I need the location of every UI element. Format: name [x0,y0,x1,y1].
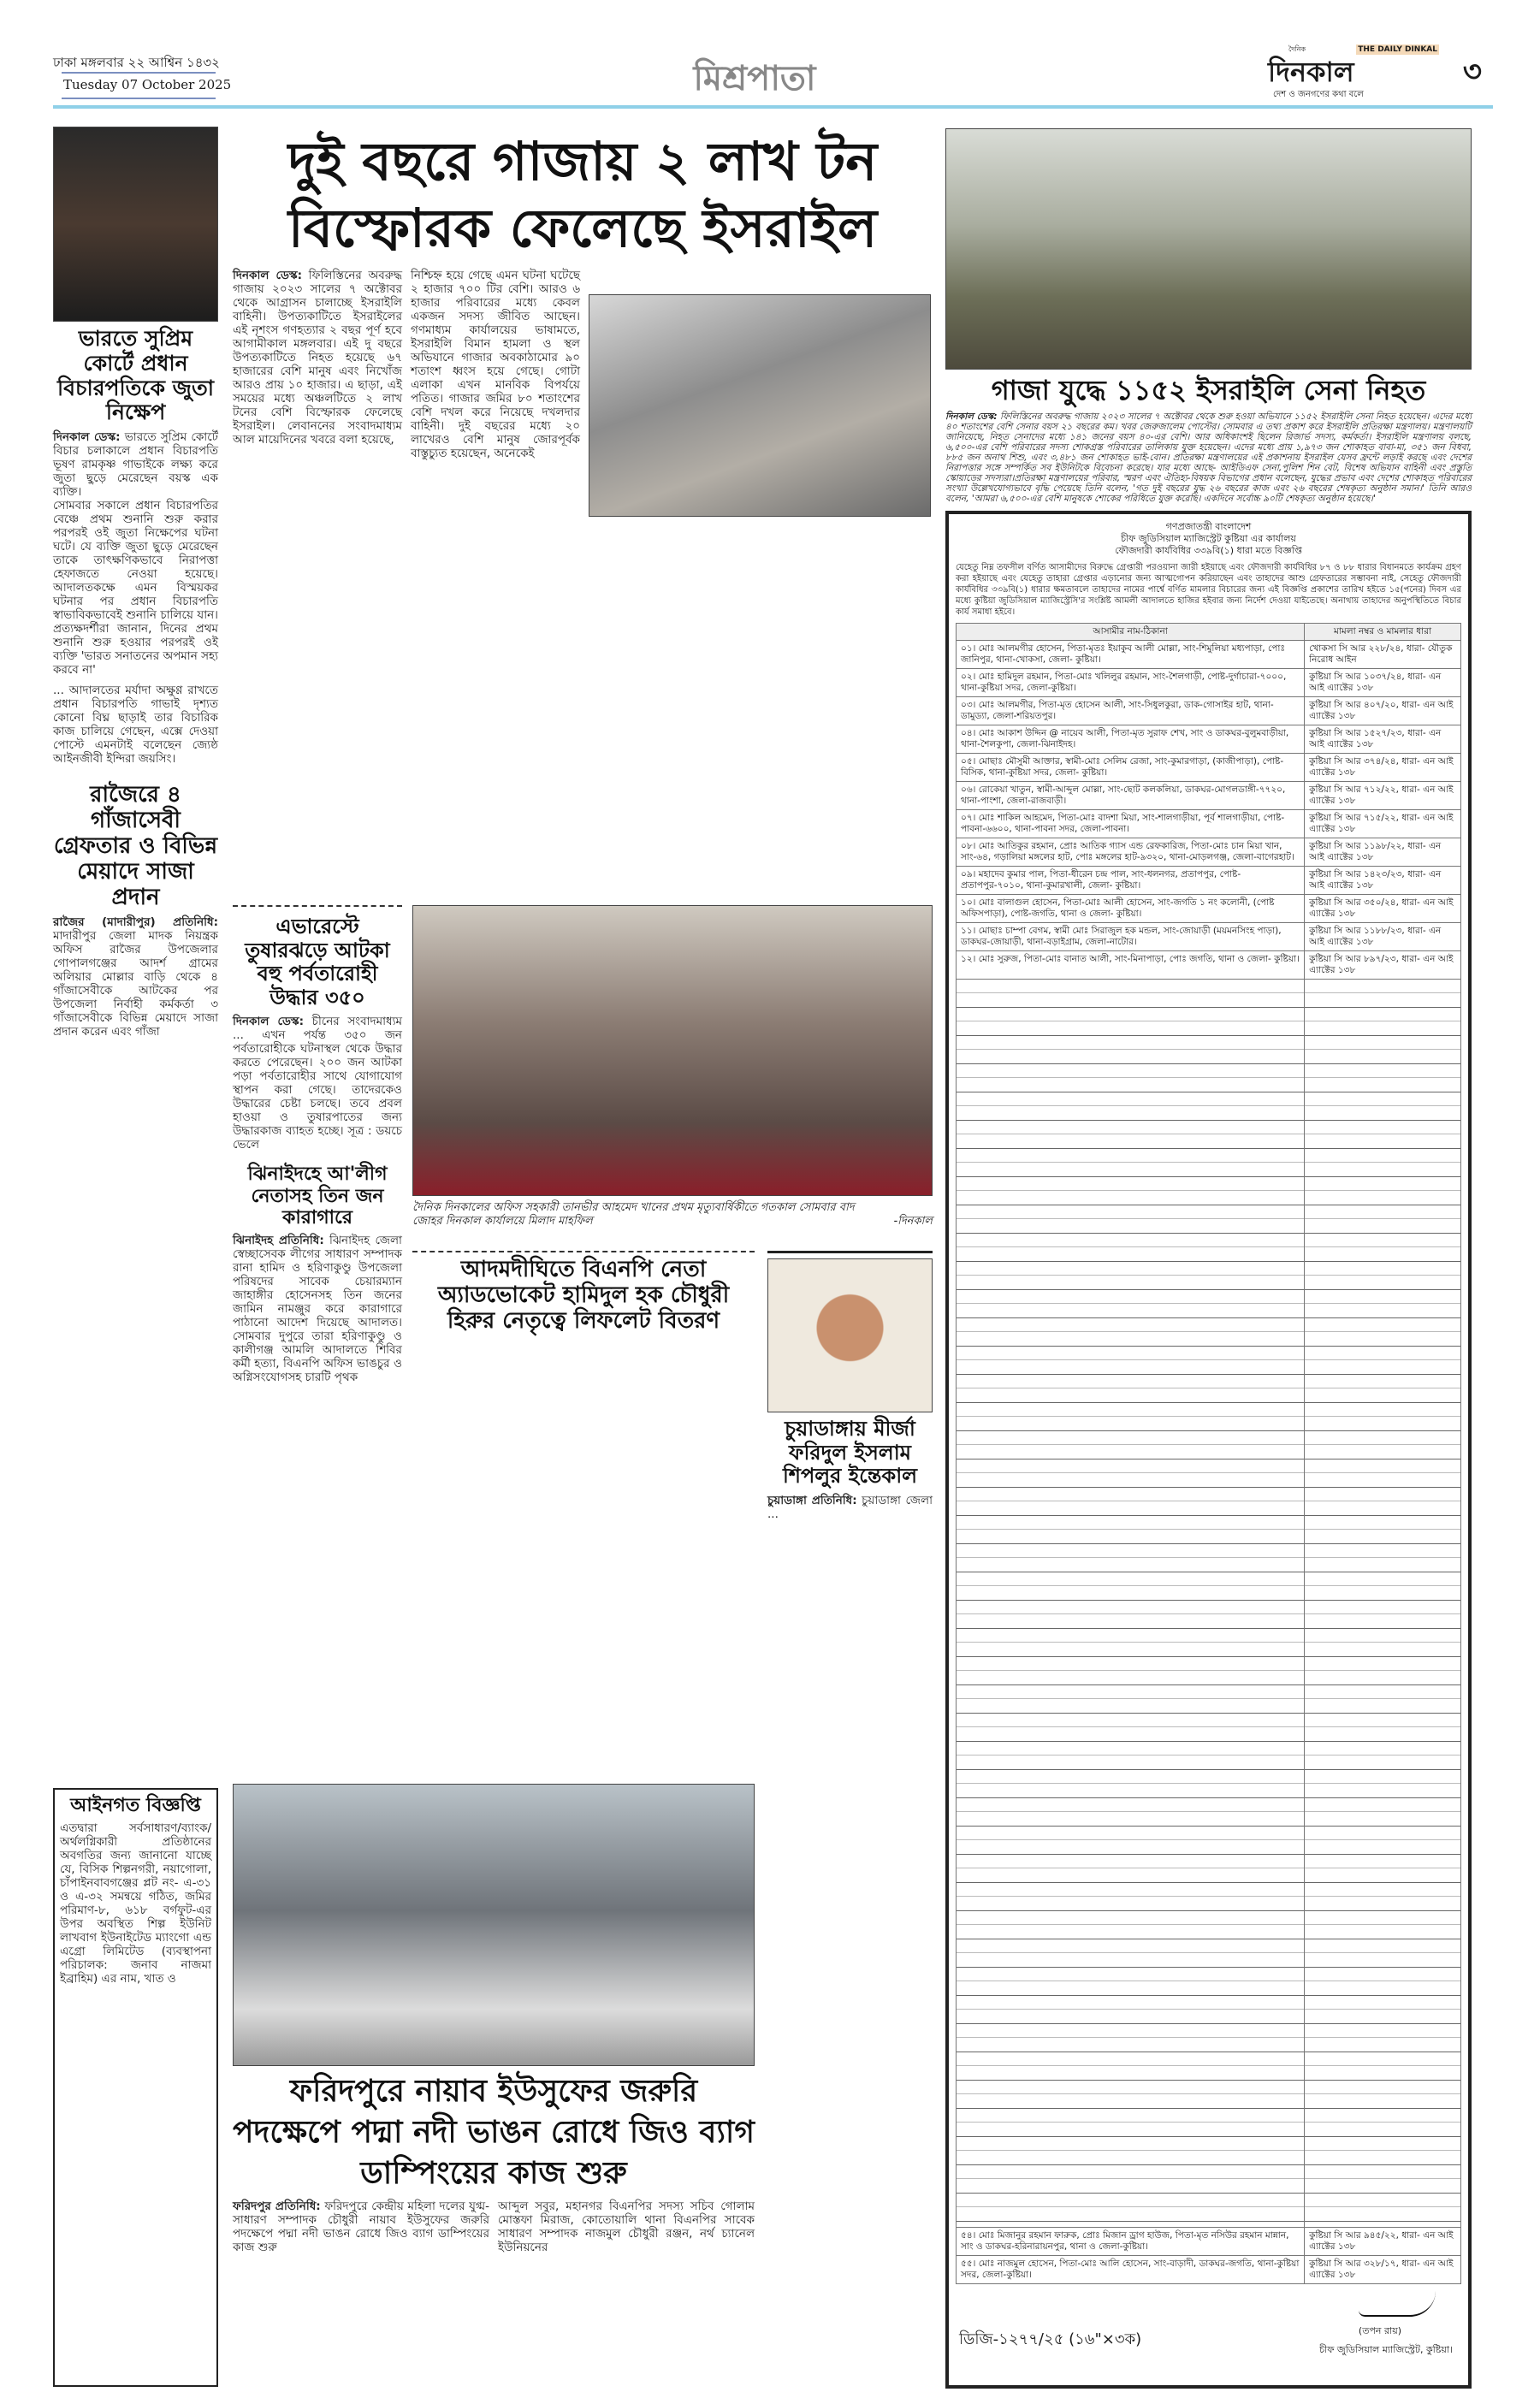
logo: দৈনিক THE DAILY DINKAL দিনকাল ৩ দেশ ও জনগণের কথা বলে [1268,44,1490,103]
milad-photo-block [412,905,933,1229]
india-article: দিনকাল ডেস্ক: ভারতে সুপ্রিম কোর্টে বিচার চলাকালে প্রধান বিচারপতি ভূষণ রামকৃষ্ণ গাভাইকে লক্ষ্য করে জুতা ছুড়ে মেরেছেন বয়স্ক এক ব্যক্তি। সোমবার সকালে প্রধান বিচারপতির বেঞ্চে প্রথম শুনানি শুরু করার পরপরই ওই জুতা নিক্ষেপের ঘটনা ঘটে। যে ব্যক্তি জুতা ছুড়ে মেরেছেন তাকে তাৎক্ষণিকভাবে নিরাপত্তা হেফাজতে নেওয়া হয়েছে। আদালতকক্ষে এমন বিস্ময়কর ঘটনার পর প্রধান বিচারপতি স্বাভাবিকভাবেই শুনানি চালিয়ে যান। প্রত্যক্ষদর্শীরা জানান, দিনের প্রথম শুনানি শুরু হওয়ার পরপরই ওই ব্যক্তি 'ভারত সনাতনের অপমান সহ্য করবে না' ... আদালতের মর্যাদা অক্ষুণ্ণ রাখতে প্রধান বিচারপতি গাভাই দৃশ্যত কোনো বিঘ্ন ছাড়াই তার বিচারিক কাজ চালিয়ে গেছেন, এক্সে দেওয়া পোস্টে এমনটাই বলেছেন জ্যেষ্ঠ আইনজীবী ইন্দিরা জয়সিং। [53,430,218,766]
left-column [53,127,218,2387]
accused-cell: ০১। মোঃ আলমগীর হোসেন, পিতা-মৃতঃ ইয়াকুব আলী মোল্লা, সাং-শিমুলিয়া মধ্যপাড়া, পোঃ জানিপুর, থানা-খোকসা, জেলা- কুষ্টিয়া। [957,640,1305,668]
case-number-cell: কুষ্টিয়া সি আর ৩৫০/২৪, ধারা- এন আই এ্যাক্টের ১৩৮ [1305,894,1461,922]
english-date: Tuesday 07 October 2025 [63,77,232,92]
faridpur-block [233,1784,755,2254]
jhenaidah-article: ঝিনাইদহ প্রতিনিধি: ঝিনাইদহ জেলা স্বেচ্ছাসেবক লীগের সাধারণ সম্পাদক রানা হামিদ ও হরিণাকুণ্ডু উপজেলা পরিষদের সাবেক চেয়ারম্যান জাহাঙ্গীর হোসেনসহ তিন জনের জামিন নামঞ্জুর করে কারাগারে পাঠানো আদেশ দিয়েছে আদালত। সোমবার দুপুরে তারা হরিণাকুণ্ডু ও কালীগঞ্জ আমলি আদালতে শিবির কর্মী হত্যা, বিএনপি অফিস ভাঙচুর ও অগ্নিসংযোগসহ চারটি পৃথক [233,1234,402,1385]
ad-code: ডিজি-১২৭৭/২৫ (১৬"×৩ক) [959,2330,1142,2348]
header-rule [53,105,1493,109]
case-number-cell: কুষ্টিয়া সি আর ১৪২৩/২৩, ধারা- এন আই এ্যাক্টের ১৩৮ [1305,866,1461,894]
main-article-col1: দিনকাল ডেস্ক: ফিলিস্তিনের অবরুদ্ধ গাজায় ২০২৩ সালের ৭ অক্টোবর থেকে আগ্রাসন চালাচ্ছে ইসরাইলি বাহিনী। উপত্যকাটিতে ইসরাইলের এই নৃশংস গণহত্যার ২ বছর পূর্ণ হবে আগামীকাল মঙ্গলবার। এই দু বছরে উপত্যকাটিতে নিহত হয়েছে ৬৭ হাজারের বেশি মানুষ এবং নিখোঁজ আরও প্রায় ১০ হাজার। এ ছাড়া, এই সময়ের মধ্যে অঞ্চলটিতে ২ লাখ টনের বেশি বিস্ফোরক ফেলেছে ইসরাইল। লেবাননের সংবাদমাধ্যম আল মায়েদিনের খবরে বলা হয়েছে, [233,269,402,447]
table-row [957,753,1461,781]
chuadanga-headline: চুয়াডাঙ্গায় মীর্জা ফরিদুল ইসলাম শিপলুর ইন্তেকাল [782,1417,918,1489]
milad-mahfil-photo [412,905,933,1196]
faridpur-article-col1: ফরিদপুর প্রতিনিধি: ফরিদপুরে কেন্দ্রীয় মহিলা দলের যুগ্ম-সাধারণ সম্পাদক চৌধুরী নায়াব ইউসুফের জরুরি পদক্ষেপে পদ্মা নদী ভাঙন রোধে জিও ব্যাগ ডাম্পিংয়ের কাজ শুরু [233,2200,489,2254]
accused-table-continued [956,980,1461,2227]
court-notice: গণপ্রজাতন্ত্রী বাংলাদেশ চীফ জুডিসিয়াল ম্যাজিস্ট্রেট কুষ্টিয়া এর কার্যালয় ফৌজদারী কার্যবিধির ৩৩৯বি(১) ধারা মতে বিজ্ঞপ্তি যেহেতু নিম্ন তফসীল বর্ণিত আসামীদের বিরুদ্ধে গ্রেপ্তারী পরওয়ানা জারী হইয়াছে এবং ফৌজদারী কার্যবিধির ৮৭ ও ৮৮ ধারার বিধানমতে কার্যক্রম গ্রহণ করা হইয়াছে এবং যেহেতু তাহারা গ্রেপ্তার এড়ানোর জন্য আত্মগোপন করিয়াছেন এবং তাহাদের আশু গ্রেফতারের সম্ভাবনা নাই, সেহেতু ফৌজদারী কার্যবিধির ৩৩৯বি(১) ধারার ক্ষমতাবলে তাহাদের নামের পার্শ্বে বর্ণিত মামলার বিচারের জন্য এই বিজ্ঞপ্তি প্রকাশের তারিখ হইতে ১৫(পনের) দিবস এর মধ্যে কুষ্টিয়া জুডিসিয়াল ম্যাজিস্ট্রেসি'র সংশ্লিষ্ট আমলী আদালতে হাজির হইবার জন্য নির্দেশ দেওয়া যাইতেছে। অনাথায় তাহাদের অনুপস্থিতিতে বিচার কার্য সমাধা হইবে। আসামীর নাম-ঠিকানা মামলা নম্বর ও মামলার ধারা ০১। মোঃ আলমগীর হোসেন, পিতা-মৃতঃ ইয়াকুব আলী মোল্লা, সাং-শিমুলিয়া মধ্যপাড়া, পোঃ জানিপুর, থানা-খোকসা, জেলা- কুষ্টিয়া। খোকসা সি আর ২২৮/২৪, ধারা- যৌতুক নিরোধ আইন ০২। মোঃ হামিদুল রহমান, পিতা-মোঃ খলিলুর রহমান, সাং-শৈলগাড়ী, পোষ্ট-দুর্গাচারা-৭০০০, থানা-কুষ্টিয়া সদর, জেলা-কুষ্টিয়া। কুষ্টিয়া সি আর ১০৩৭/২৪, ধারা- এন আই এ্যাক্টের ১৩৮ ০৩। মোঃ আলমগীর, পিতা-মৃত হোসেন আলী, সাং-সিধুলকুরা, ডাক-গোসাইর হাট, থানা-ডামুড্যা, জেলা-শরিয়তপুর। কুষ্টিয়া সি আর ৪০৭/২০, ধারা- এন আই এ্যাক্টের ১৩৮ ০৪। মোঃ আকাশ উদ্দিন @ নায়েব আলী, পিতা-মৃত সুরাফ শেখ, সাং ও ডাকঘর-বুলুমবাড়ীয়া, থানা-শৈলকুপা, জেলা-ঝিনাইদহ। কুষ্টিয়া সি আর ১৫২৭/২৩, ধারা- এন আই এ্যাক্টের ১৩৮ ০৫। মোছাঃ মৌসুমী আক্তার, স্বামী-মোঃ সেলিম রেজা, সাং-কুমারগাড়া, (কাজীপাড়া), পোষ্ট-বিসিক, থানা-কুষ্টিয়া সদর, জেলা- কুষ্টিয়া। কুষ্টিয়া সি আর ৩৭৪/২৪, ধারা- এন আই এ্যাক্টের ১৩৮ ০৬। রোকেয়া খাতুন, স্বামী-আব্দুল মোল্লা, সাং-ছোট কলকলিয়া, ডাকঘর-মোগলডাঙ্গী-৭৭২০, থানা-পাংশা, জেলা-রাজবাড়ী। কুষ্টিয়া সি আর ৭১২/২২, ধারা- এন আই এ্যাক্টের ১৩৮ ০৭। মোঃ শাকিল আহমেদ, পিতা-মোঃ বাদশা মিয়া, সাং-শালগাড়ীয়া, পূর্ব শালগাড়ীয়া, পোষ্ট-পাবনা-৬৬০০, থানা-পাবনা সদর, জেলা-পাবনা। কুষ্টিয়া সি আর ৭১৫/২২, ধারা- এন আই এ্যাক্টের ১৩৮ ০৮। মোঃ আতিকুর রহমান, প্রোঃ আতিক গ্যাস এন্ড রেফকারিজ, পিতা-মোঃ চান মিয়া খান, সাং-৬৪, গড়ালিয়া মঙ্গলের হাট, পোঃ মঙ্গলের হাট-৯৩২০, থানা-মোড়লগঞ্জ, জেলা-বাগেরহাট। কুষ্টিয়া সি আর ১১৯৮/২২, ধারা- এন আই এ্যাক্টের ১৩৮ ০৯। মহাদেব কুমার পাল, পিতা-ধীরেন চন্দ্র পাল, সাং-ধলনগর, প্রতাপপুর, পোষ্ট-প্রতাপপুর-৭০১০, থানা-কুমারখালী, জেলা- কুষ্টিয়া। কুষ্টিয়া সি আর ১৪২৩/২৩, ধারা- এন আই এ্যাক্টের ১৩৮ ১০। মোঃ বালাগুল হোসেন, পিতা-মোঃ আলী হোসেন, সাং-জগতি ১ নং কলোনী, (পোষ্ট অফিসপাড়া), পোষ্ট-জগতি, থানা ও জেলা- কুষ্টিয়া। কুষ্টিয়া সি আর ৩৫০/২৪, ধারা- এন আই এ্যাক্টের ১৩৮ ১১। মোছাঃ চাম্পা বেগম, স্বামী মোঃ সিরাজুল হক মন্ডল, সাং-জোয়াড়ী (ময়মনসিংহ পাড়া), ডাকঘর-জোয়াড়ী, থানা-বড়াইগ্রাম, জেলা-নাটোর। কুষ্টিয়া সি আর ১১৮৮/২৩, ধারা- এন আই এ্যাক্টের ১৩৮ ১২। মোঃ সুরুজ, পিতা-মোঃ বানাত আলী, সাং-মিনাপাড়া, পোঃ জগতি, থানা ও জেলা- কুষ্টিয়া। কুষ্টিয়া সি আর ৮৯৭/২৩, ধারা- এন আই এ্যাক্টের ১৩৮ ৫৪। মোঃ মিজানুর রহমান ফারুক, প্রোঃ মিজান ড্রাগ হাউজ, পিতা-মৃত নসিউর রহমান মান্নান, সাং ও ডাকঘর-হরিনারায়নপুর, থানা ও জেলা-কুষ্টিয়া। কুষ্টিয়া সি আর ৯৪৫/২২, ধারা- এন আই এ্যাক্টের ১৩৮ ৫৫। মোঃ নাজমুল হোসেন, পিতা-মোঃ আলি হোসেন, সাং-বাড়াদী, ডাকঘর-জগতি, থানা-কুষ্টিয়া সদর, জেলা-কুষ্টিয়া। কুষ্টিয়া সি আর ৩২৮/১৭, ধারা- এন আই এ্যাক্টের ১৩৮ ডিজি-১২৭৭/২৫ (১৬"×৩ক) (তপন রায়) চীফ জুডিসিয়াল ম্যাজিস্ট্রেট, কুষ্টিয়া। [945,511,1472,2389]
table-row [957,950,1461,979]
accused-cell: ০২। মোঃ হামিদুল রহমান, পিতা-মোঃ খলিলুর রহমান, সাং-শৈলগাড়ী, পোষ্ট-দুর্গাচারা-৭০০০, থানা-কুষ্টিয়া সদর, জেলা-কুষ্টিয়া। [957,668,1305,696]
chuadanga-article: চুয়াডাঙ্গা প্রতিনিধি: চুয়াডাঙ্গা জেলা ... [767,1493,933,1521]
accused-cell: ০৪। মোঃ আকাশ উদ্দিন @ নায়েব আলী, পিতা-মৃত সুরাফ শেখ, সাং ও ডাকঘর-বুলুমবাড়ীয়া, থানা-শৈলকুপা, জেলা-ঝিনাইদহ। [957,725,1305,753]
accused-cell: ০৫। মোছাঃ মৌসুমী আক্তার, স্বামী-মোঃ সেলিম রেজা, সাং-কুমারগাড়া, (কাজীপাড়া), পোষ্ট-বিসিক, থানা-কুষ্টিয়া সদর, জেলা- কুষ্টিয়া। [957,753,1305,781]
case-number-cell: কুষ্টিয়া সি আর ১৫২৭/২৩, ধারা- এন আই এ্যাক্টের ১৩৮ [1305,725,1461,753]
accused-cell: ১১। মোছাঃ চাম্পা বেগম, স্বামী মোঃ সিরাজুল হক মন্ডল, সাং-জোয়াড়ী (ময়মনসিংহ পাড়া), ডাকঘর-জোয়াড়ী, থানা-বড়াইগ্রাম, জেলা-নাটোর। [957,922,1305,950]
adamdighi-headline: আদমদীঘিতে বিএনপি নেতা অ্যাডভোকেট হামিদুল হক চৌধুরী হিরুর নেতৃত্বে লিফলেট বিতরণ [437,1257,730,1334]
everest-jhenaidah-column [233,905,402,1384]
case-number-cell: কুষ্টিয়া সি আর ৩৭৪/২৪, ধারা- এন আই এ্যাক্টের ১৩৮ [1305,753,1461,781]
case-number-cell: কুষ্টিয়া সি আর ৮৯৭/২৩, ধারা- এন আই এ্যাক্টের ১৩৮ [1305,950,1461,979]
accused-cell: ০৩। মোঃ আলমগীর, পিতা-মৃত হোসেন আলী, সাং-সিধুলকুরা, ডাক-গোসাইর হাট, থানা-ডামুড্যা, জেলা-শরিয়তপুর। [957,696,1305,725]
rajoir-article: রাজৈর (মাদারীপুর) প্রতিনিধি: মাদারীপুর জেলা মাদক নিয়ন্ত্রক অফিস রাজৈর উপজেলার গোপালগঞ্জের আদর্শ গ্রামের অলিয়ার মোল্লার বাড়ি থেকে ৪ গাঁজাসেবীকে আটকের পর উপজেলা নির্বাহী কর্মকর্তা ৩ গাঁজাসেবীকে বিভিন্ন মেয়াদে সাজা প্রদান করেন এবং গাঁজা [53,915,218,1039]
case-number-cell: খোকসা সি আর ২২৮/২৪, ধারা- যৌতুক নিরোধ আইন [1305,640,1461,668]
jhenaidah-headline: ঝিনাইদহে আ'লীগ নেতাসহ তিন জন কারাগারে [247,1163,388,1229]
table-row [957,668,1461,696]
section-title: মিশ্রপাতা [693,59,816,98]
table-row [957,866,1461,894]
table-row [957,2228,1461,2256]
case-number-cell: কুষ্টিয়া সি আর ৯৪৫/২২, ধারা- এন আই এ্যাক্টের ১৩৮ [1305,2228,1461,2256]
case-number-cell: কুষ্টিয়া সি আর ৪০৭/২০, ধারা- এন আই এ্যাক্টের ১৩৮ [1305,696,1461,725]
judge-photo [53,127,218,322]
accused-table: আসামীর নাম-ঠিকানা মামলা নম্বর ও মামলার ধারা ০১। মোঃ আলমগীর হোসেন, পিতা-মৃতঃ ইয়াকুব আলী মোল্লা, সাং-শিমুলিয়া মধ্যপাড়া, পোঃ জানিপুর, থানা-খোকসা, জেলা- কুষ্টিয়া। খোকসা সি আর ২২৮/২৪, ধারা- যৌতুক নিরোধ আইন ০২। মোঃ হামিদুল রহমান, পিতা-মোঃ খলিলুর রহমান, সাং-শৈলগাড়ী, পোষ্ট-দুর্গাচারা-৭০০০, থানা-কুষ্টিয়া সদর, জেলা-কুষ্টিয়া। কুষ্টিয়া সি আর ১০৩৭/২৪, ধারা- এন আই এ্যাক্টের ১৩৮ ০৩। মোঃ আলমগীর, পিতা-মৃত হোসেন আলী, সাং-সিধুলকুরা, ডাক-গোসাইর হাট, থানা-ডামুড্যা, জেলা-শরিয়তপুর। কুষ্টিয়া সি আর ৪০৭/২০, ধারা- এন আই এ্যাক্টের ১৩৮ ০৪। মোঃ আকাশ উদ্দিন @ নায়েব আলী, পিতা-মৃত সুরাফ শেখ, সাং ও ডাকঘর-বুলুমবাড়ীয়া, থানা-শৈলকুপা, জেলা-ঝিনাইদহ। কুষ্টিয়া সি আর ১৫২৭/২৩, ধারা- এন আই এ্যাক্টের ১৩৮ ০৫। মোছাঃ মৌসুমী আক্তার, স্বামী-মোঃ সেলিম রেজা, সাং-কুমারগাড়া, (কাজীপাড়া), পোষ্ট-বিসিক, থানা-কুষ্টিয়া সদর, জেলা- কুষ্টিয়া। কুষ্টিয়া সি আর ৩৭৪/২৪, ধারা- এন আই এ্যাক্টের ১৩৮ ০৬। রোকেয়া খাতুন, স্বামী-আব্দুল মোল্লা, সাং-ছোট কলকলিয়া, ডাকঘর-মোগলডাঙ্গী-৭৭২০, থানা-পাংশা, জেলা-রাজবাড়ী। কুষ্টিয়া সি আর ৭১২/২২, ধারা- এন আই এ্যাক্টের ১৩৮ ০৭। মোঃ শাকিল আহমেদ, পিতা-মোঃ বাদশা মিয়া, সাং-শালগাড়ীয়া, পূর্ব শালগাড়ীয়া, পোষ্ট-পাবনা-৬৬০০, থানা-পাবনা সদর, জেলা-পাবনা। কুষ্টিয়া সি আর ৭১৫/২২, ধারা- এন আই এ্যাক্টের ১৩৮ ০৮। মোঃ আতিকুর রহমান, প্রোঃ আতিক গ্যাস এন্ড রেফকারিজ, পিতা-মোঃ চান মিয়া খান, সাং-৬৪, গড়ালিয়া মঙ্গলের হাট, পোঃ মঙ্গলের হাট-৯৩২০, থানা-মোড়লগঞ্জ, জেলা-বাগেরহাট। কুষ্টিয়া সি আর ১১৯৮/২২, ধারা- এন আই এ্যাক্টের ১৩৮ ০৯। মহাদেব কুমার পাল, পিতা-ধীরেন চন্দ্র পাল, সাং-ধলনগর, প্রতাপপুর, পোষ্ট-প্রতাপপুর-৭০১০, থানা-কুমারখালী, জেলা- কুষ্টিয়া। কুষ্টিয়া সি আর ১৪২৩/২৩, ধারা- এন আই এ্যাক্টের ১৩৮ ১০। মোঃ বালাগুল হোসেন, পিতা-মোঃ আলী হোসেন, সাং-জগতি ১ নং কলোনী, (পোষ্ট অফিসপাড়া), পোষ্ট-জগতি, থানা ও জেলা- কুষ্টিয়া। কুষ্টিয়া সি আর ৩৫০/২৪, ধারা- এন আই এ্যাক্টের ১৩৮ ১১। মোছাঃ চাম্পা বেগম, স্বামী মোঃ সিরাজুল হক মন্ডল, সাং-জোয়াড়ী (ময়মনসিংহ পাড়া), ডাকঘর-জোয়াড়ী, থানা-বড়াইগ্রাম, জেলা-নাটোর। কুষ্টিয়া সি আর ১১৮৮/২৩, ধারা- এন আই এ্যাক্টের ১৩৮ ১২। মোঃ সুরুজ, পিতা-মোঃ বানাত আলী, সাং-মিনাপাড়া, পোঃ জগতি, থানা ও জেলা- কুষ্টিয়া। কুষ্টিয়া সি আর ৮৯৭/২৩, ধারা- এন আই এ্যাক্টের ১৩৮ [956,623,1461,980]
accused-cell: ১০। মোঃ বালাগুল হোসেন, পিতা-মোঃ আলী হোসেন, সাং-জগতি ১ নং কলোনী, (পোষ্ট অফিসপাড়া), পোষ্ট-জগতি, থানা ও জেলা- কুষ্টিয়া। [957,894,1305,922]
page-number: ৩ [1462,55,1482,89]
shiplu-portrait [767,1258,933,1412]
case-number-cell: কুষ্টিয়া সি আর ৭১২/২২, ধারা- এন আই এ্যাক্টের ১৩৮ [1305,781,1461,809]
table-row [957,922,1461,950]
bangla-date: ঢাকা মঙ্গলবার ২২ আশ্বিন ১৪৩২ [53,55,220,70]
rajoir-headline: রাজৈরে ৪ গাঁজাসেবী গ্রেফতার ও বিভিন্ন মেয়াদে সাজা প্রদান [53,782,218,910]
faridpur-article-col2: আব্দুল সবুর, মহানগর বিএনপির সদস্য সচিব গোলাম মোস্তফা মিরাজ, কোতোয়ালি থানা বিএনপির সাবেক সাধারণ সম্পাদক নাজমুল চৌধুরী রঞ্জন, নর্থ চ্যানেল ইউনিয়নের [498,2200,755,2254]
accused-cell: ০৭। মোঃ শাকিল আহমেদ, পিতা-মোঃ বাদশা মিয়া, সাং-শালগাড়ীয়া, পূর্ব শালগাড়ীয়া, পোষ্ট-পাবনা-৬৬০০, থানা-পাবনা সদর, জেলা-পাবনা। [957,809,1305,838]
case-number-cell: কুষ্টিয়া সি আর ১০৩৭/২৪, ধারা- এন আই এ্যাক্টের ১৩৮ [1305,668,1461,696]
legal-notice-box: আইনগত বিজ্ঞপ্তি এতদ্বারা সর্বসাধারণ/ব্যাংক/অর্থলগ্নিকারী প্রতিষ্ঠানের অবগতির জন্য জানানো যাচ্ছে যে, বিসিক শিল্পনগরী, নয়াগোলা, চাঁপাইনবাবগঞ্জের প্লট নং- এ-৩১ ও এ-৩২ সমন্বয়ে গঠিত, জমির পরিমাণ-৮, ৬১৮ বর্গফুট-এর উপর অবস্থিত শিল্প ইউনিট লাখবাগ ইউনাইটেড ম্যাংগো এন্ড এগ্রো লিমিটেড (ব্যবস্থাপনা পরিচালক: জনাব নাজমা ইব্রাহিম) এর নাম, খাত ও [53,1788,218,2387]
accused-cell: ৫৫। মোঃ নাজমুল হোসেন, পিতা-মোঃ আলি হোসেন, সাং-বাড়াদী, ডাকঘর-জগতি, থানা-কুষ্টিয়া সদর, জেলা-কুষ্টিয়া। [957,2256,1305,2284]
chuadanga-column [767,1251,933,1521]
header [53,44,1493,110]
india-headline: ভারতে সুপ্রিম কোর্টে প্রধান বিচারপতিকে জুতা নিক্ষেপ [56,326,215,425]
right-column [945,128,1472,2389]
table-row [957,2256,1461,2284]
table-row [957,781,1461,809]
case-number-cell: কুষ্টিয়া সি আর ৩২৮/১৭, ধারা- এন আই এ্যাক্টের ১৩৮ [1305,2256,1461,2284]
accused-table-end [956,2227,1461,2284]
table-row [957,640,1461,668]
faridpur-headline: ফরিদপুরে নায়াব ইউসুফের জরুরি পদক্ষেপে পদ্মা নদী ভাঙন রোধে জিও ব্যাগ ডাম্পিংয়ের কাজ শুরু [233,2074,755,2191]
everest-headline: এভারেস্টে তুষারঝড়ে আটকা বহু পর্বতারোহী উদ্ধার ৩৫০ [245,915,390,1009]
main-article-col2: নিশ্চিহ্ন হয়ে গেছে এমন ঘটনা ঘটেছে ২ হাজার ৭০০ টির বেশি। আরও ৬ হাজার পরিবারের মধ্যে কেবল একজন সদস্য জীবিত আছেন। গণমাধ্যম কার্যালয়ের ভাষামতে, ইসরাইলি বিমান হামলা ও স্থল অভিযানে গাজার অবকাঠামোর ৯০ শতাংশ ধ্বংস হয়ে গেছে। গোটা এলাকা এখন মানবিক বিপর্যয়ে পতিত। গাজার জমির ৮০ শতাংশের বেশি দখল করে নিয়েছে দখলদার বাহিনী। দুই বছরের মধ্যে ২০ লাখেরও বেশি মানুষ জোরপূর্বক বাস্তুচ্যুত হয়েছেন, অনেকেই [411,269,580,460]
gaza-rubble-photo [589,294,931,517]
everest-article: দিনকাল ডেস্ক: চীনের সংবাদমাধ্যম ... এখন পর্যন্ত ৩৫০ জন পর্বতারোহীকে ঘটনাস্থল থেকে উদ্ধার করতে পেরেছেন। ২০০ জন আটকা পড়া পর্বতারোহীর সাথে যোগাযোগ স্থাপন করা গেছে। তাদেরকেও উদ্ধারের চেষ্টা চলছে। তবে প্রবল হাওয়া ও তুষারপাতের জন্য উদ্ধারকাজ ব্যাহত হচ্ছে। সূত্র : ডয়চে ভেলে [233,1015,402,1152]
table-row [957,696,1461,725]
table-row [957,725,1461,753]
table-row [957,838,1461,866]
photo-caption: দৈনিক দিনকালের অফিস সহকারী তানভীর আহমেদ খানের প্রথম মৃত্যুবার্ষিকীতে গতকাল সোমবার বাদ জোহর দিনকাল কার্যালয়ে মিলাদ মাহফিল -দিনকাল [412,1201,933,1228]
israeli-soldiers-photo [945,128,1472,370]
accused-cell: ০৬। রোকেয়া খাতুন, স্বামী-আব্দুল মোল্লা, সাং-ছোট কলকলিয়া, ডাকঘর-মোগলডাঙ্গী-৭৭২০, থানা-পাংশা, জেলা-রাজবাড়ী। [957,781,1305,809]
main-headline: দুই বছরে গাজায় ২ লাখ টন বিস্ফোরক ফেলেছে ইসরাইল [287,130,878,259]
adamdighi-block [412,1251,755,1335]
main-story [233,128,933,517]
case-number-cell: কুষ্টিয়া সি আর ১১৮৮/২৩, ধারা- এন আই এ্যাক্টের ১৩৮ [1305,922,1461,950]
case-number-cell: কুষ্টিয়া সি আর ৭১৫/২২, ধারা- এন আই এ্যাক্টের ১৩৮ [1305,809,1461,838]
accused-cell: ৫৪। মোঃ মিজানুর রহমান ফারুক, প্রোঃ মিজান ড্রাগ হাউজ, পিতা-মৃত নসিউর রহমান মান্নান, সাং ও ডাকঘর-হরিনারায়নপুর, থানা ও জেলা-কুষ্টিয়া। [957,2228,1305,2256]
faridpur-geo-bag-photo [233,1784,755,2066]
legal-notice-headline: আইনগত বিজ্ঞপ্তি [70,1795,201,1816]
signature [1359,2291,1436,2317]
accused-cell: ০৯। মহাদেব কুমার পাল, পিতা-ধীরেন চন্দ্র পাল, সাং-ধলনগর, প্রতাপপুর, পোষ্ট-প্রতাপপুর-৭০১০, থানা-কুমারখালী, জেলা- কুষ্টিয়া। [957,866,1305,894]
table-row [957,809,1461,838]
accused-cell: ১২। মোঃ সুরুজ, পিতা-মোঃ বানাত আলী, সাং-মিনাপাড়া, পোঃ জগতি, থানা ও জেলা- কুষ্টিয়া। [957,950,1305,979]
case-number-cell: কুষ্টিয়া সি আর ১১৯৮/২২, ধারা- এন আই এ্যাক্টের ১৩৮ [1305,838,1461,866]
tagline: দেশ ও জনগণের কথা বলে [1273,90,1364,99]
table-row [957,894,1461,922]
accused-cell: ০৮। মোঃ আতিকুর রহমান, প্রোঃ আতিক গ্যাস এন্ড রেফকারিজ, পিতা-মোঃ চান মিয়া খান, সাং-৬৪, গড়ালিয়া মঙ্গলের হাট, পোঃ মঙ্গলের হাট-৯৩২০, থানা-মোড়লগঞ্জ, জেলা-বাগেরহাট। [957,838,1305,866]
gaza-soldiers-headline: গাজা যুদ্ধে ১১৫২ ইসরাইলি সেনা নিহত [991,374,1426,406]
gaza-soldiers-article: দিনকাল ডেস্ক: ফিলিস্তিনের অবরুদ্ধ গাজায় ২০২৩ সালের ৭ অক্টোবর থেকে শুরু হওয়া অভিযানে ১১৫২ ইসরাইলি সেনা নিহত হয়েছেন। এদের মধ্যে ৪০ শতাংশের বেশি সেনার বয়স ২১ বছরের কম। খবর জেরুজালেম পোস্টের। সোমবার এ তথ্য প্রকাশ করে ইসরাইলি প্রতিরক্ষা মন্ত্রণালয়। মন্ত্রণালয়টি জানিয়েছে, নিহত সেনাদের মধ্যে ১৪১ জনের বয়স ৪০-এর বেশি। আর অধিকাংশই ছিলেন রিজার্ভ সদস্য, কর্মকর্তা। ইসরাইলি মন্ত্রণালয় বলছে, ৬,৫০০-এর বেশি পরিবারের সদস্য শোকগ্রস্ত পরিবারের তালিকায় যুক্ত হয়েছেন। এদের মধ্যে প্রায় ১,৯৭৩ জন শোকাহত বাবা-মা, ৩৫১ জন বিধবা, ৮৮৫ জন অনাথ শিশু, এবং ৩,৪৮১ জন শোকাহত ভাই-বোন। প্রতিরক্ষা মন্ত্রণালয়ের এই প্রকাশনায় ইসরাইল যেসব ফ্রন্টে লড়াই করছে এবং দেশের নিরাপত্তার সঙ্গে সম্পর্কিত সব ইউনিটকে বিবেচনা করেছে। যার মধ্যে আছে- আইডিএফ সেনা,পুলিশ শিন বেট, বিশেষ অভিযান বাহিনী এবং প্রস্তুতি স্কোয়াডের সদস্যরা।প্রতিরক্ষা মন্ত্রণালয়ের পরিবার, স্মরণ এবং ঐতিহ্য-বিষয়ক বিভাগের প্রধান বলেছেন, যুদ্ধের প্রভাব এবং দেশের শোকাহত পরিবারের সংখ্যা উল্লেখযোগ্যভাবে বৃদ্ধি পেয়েছে তিনি বলেন, 'গত দুই বছরের যুদ্ধ ২৬ বছরের কাজ এবং ২৬ বছরের শেষকৃত্য অনুষ্ঠান সমান।' তিনি আরও বলেন, 'আমরা ৬,৫০০-এর বেশি মানুষকে শোকের পরিধিতে যুক্ত করেছি। একদিনে সর্বোচ্চ ৯০টি শেষকৃত্য অনুষ্ঠান হয়েছে।' [945,411,1472,504]
